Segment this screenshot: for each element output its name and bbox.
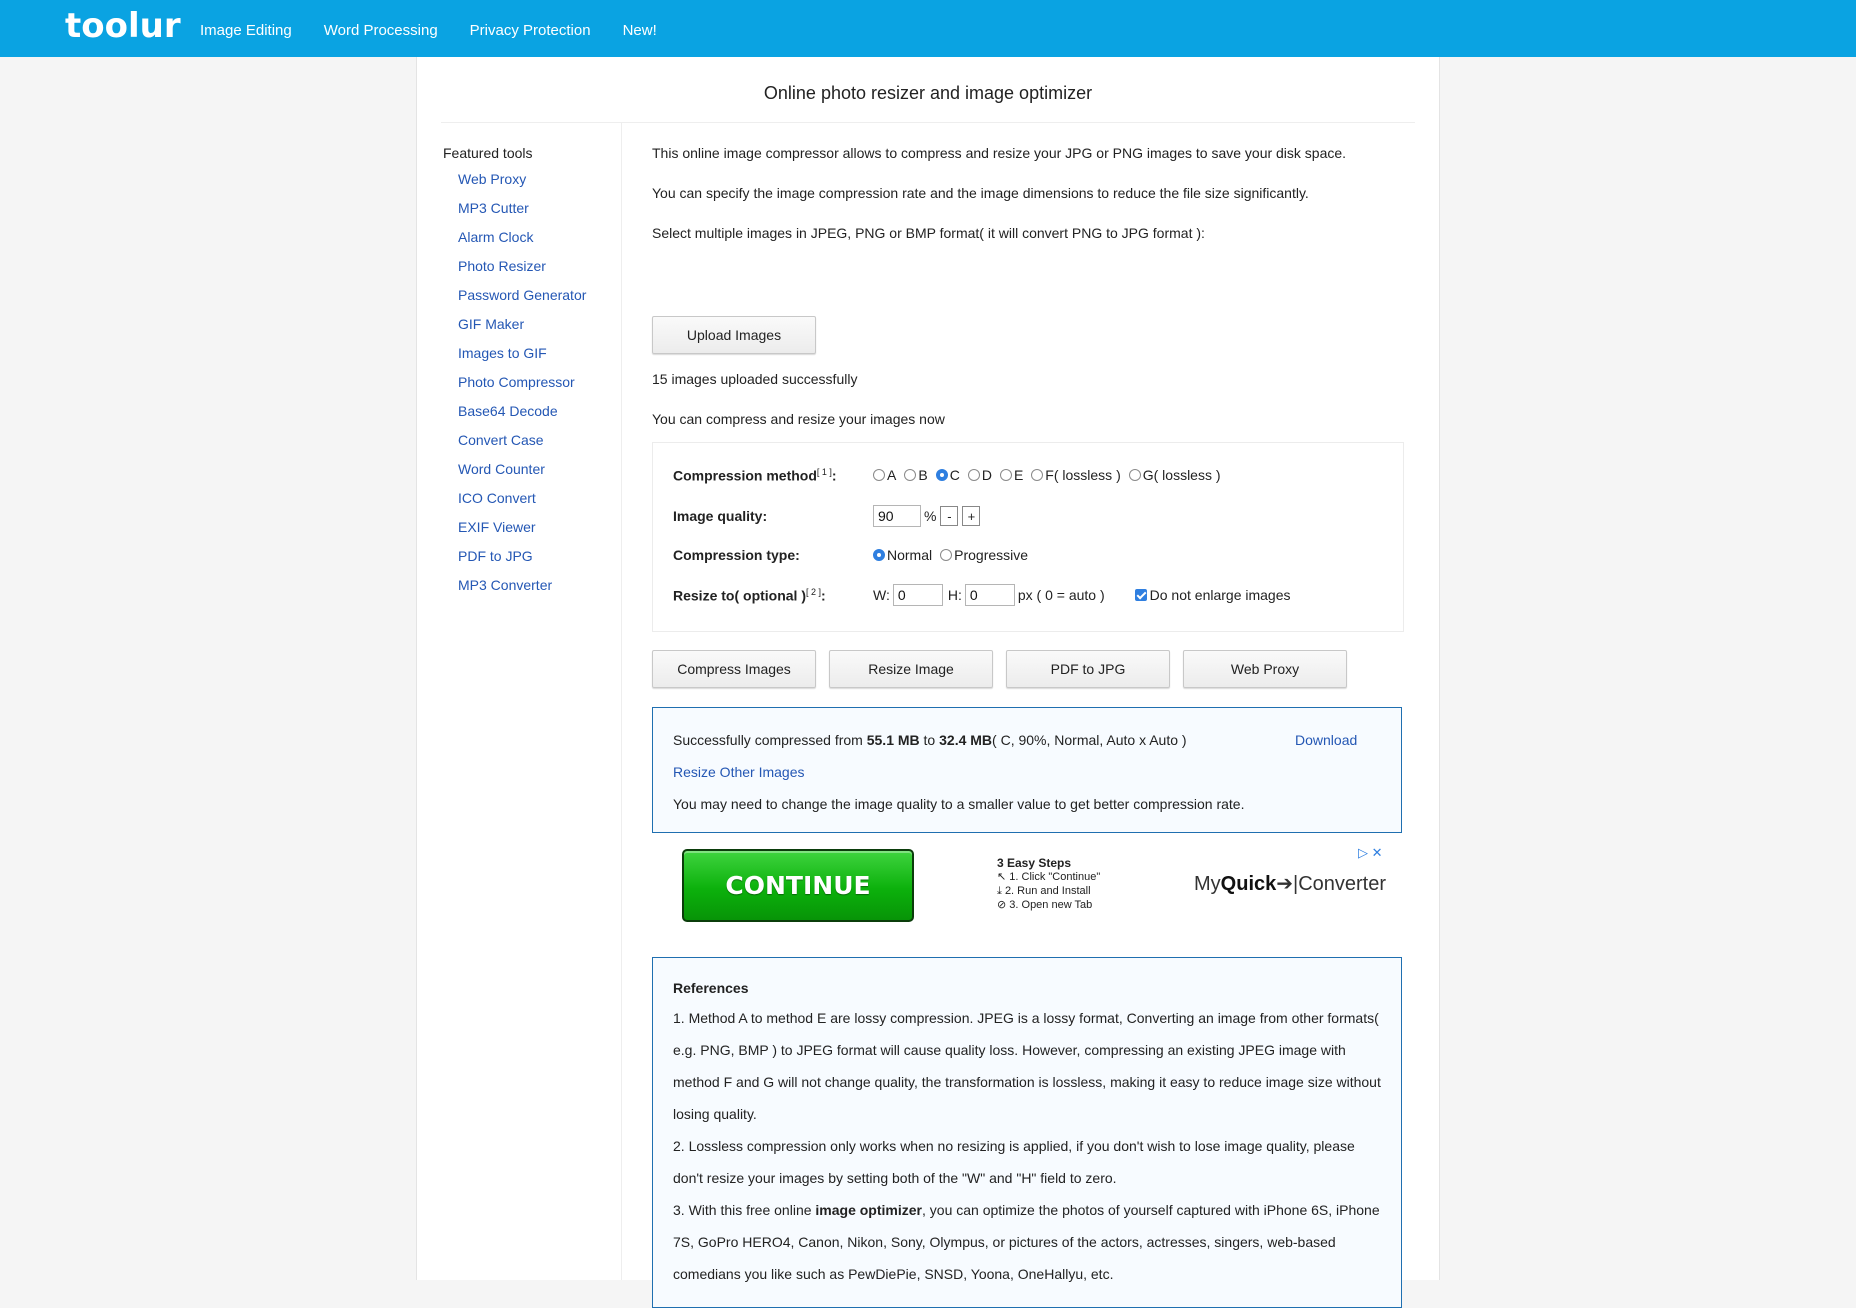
intro-text-1: This online image compressor allows to compress and resize your JPG or PNG images to save your disk space. — [652, 145, 1347, 161]
no-enlarge-label[interactable]: Do not enlarge images — [1149, 587, 1291, 603]
content-container — [416, 57, 1440, 1280]
sidebar-item-convert-case[interactable]: Convert Case — [458, 432, 544, 448]
ad-step-2: ⤓ 2. Run and Install — [997, 885, 1091, 897]
method-b-label[interactable]: B — [918, 467, 928, 484]
compression-type-label: Compression type: — [673, 547, 800, 563]
web-proxy-button[interactable]: Web Proxy — [1183, 650, 1347, 688]
type-progressive-label[interactable]: Progressive — [954, 547, 1029, 563]
ad-step-3: ⊘ 3. Open new Tab — [997, 899, 1093, 911]
to-size: 32.4 MB — [939, 732, 993, 748]
sidebar — [443, 145, 613, 606]
ad-brand-logo: MyQuick➔|Converter — [1194, 873, 1387, 895]
height-input[interactable] — [965, 584, 1015, 606]
method-f-radio[interactable] — [1031, 469, 1043, 481]
resize-label: Resize to( optional )[ 2 ]: — [673, 586, 826, 604]
width-label: W: — [873, 587, 890, 603]
references-title: References — [673, 980, 749, 996]
arrow-icon: ➔| — [1276, 873, 1299, 895]
resize-other-images-link[interactable]: Resize Other Images — [673, 764, 805, 780]
reference-3: 3. With this free online image optimizer, you can optimize the photos of yourself captured with iPhone 6S, iPhone 7S, GoPro HERO4, Canon, Nikon, Sony, Olympus, or pictures of the actors, actresses, singers, web-based comedians you like such as PewDiePie, SNSD, Yoona, OneHallyu, etc. — [673, 1202, 1380, 1282]
ad-step-1: ↖ 1. Click "Continue" — [997, 871, 1101, 883]
sidebar-item-images-to-gif[interactable]: Images to GIF — [458, 345, 547, 361]
compression-method-row — [673, 467, 1229, 484]
method-f-label[interactable]: F( lossless ) — [1045, 467, 1121, 484]
compression-method-label: Compression method[ 1 ]: — [673, 467, 837, 484]
options-panel — [652, 442, 1404, 632]
pdf-to-jpg-button[interactable]: PDF to JPG — [1006, 650, 1170, 688]
height-label: H: — [947, 587, 962, 603]
close-icon[interactable]: ✕ — [1371, 845, 1383, 860]
method-d-label[interactable]: D — [981, 467, 992, 484]
method-e-label[interactable]: E — [1013, 467, 1024, 484]
top-navbar — [0, 0, 1856, 57]
ad-steps-title: 3 Easy Steps — [997, 856, 1072, 870]
sidebar-item-pdf-to-jpg[interactable]: PDF to JPG — [458, 548, 533, 564]
method-d-radio[interactable] — [968, 469, 980, 481]
method-g-radio[interactable] — [1129, 469, 1141, 481]
title-divider — [441, 122, 1415, 123]
sidebar-item-mp3-converter[interactable]: MP3 Converter — [458, 577, 553, 593]
sidebar-item-word-counter[interactable]: Word Counter — [458, 461, 545, 477]
top-nav — [200, 0, 689, 57]
site-logo[interactable]: toolur — [65, 6, 181, 46]
cursor-icon: ↖ — [997, 871, 1007, 883]
upload-status: 15 images uploaded successfully — [652, 371, 858, 387]
image-quality-input[interactable] — [873, 505, 921, 527]
sidebar-list — [443, 171, 613, 606]
width-input[interactable] — [893, 584, 943, 606]
resize-image-button[interactable]: Resize Image — [829, 650, 993, 688]
advertisement — [652, 845, 1402, 931]
ad-steps — [997, 856, 1100, 912]
method-b-radio[interactable] — [904, 469, 916, 481]
quality-hint: You may need to change the image quality to a smaller value to get better compression rate. — [673, 796, 1245, 812]
reference-2: 2. Lossless compression only works when no resizing is applied, if you don't wish to lose image quality, please don't resize your images by setting both of the "W" and "H" field to zero. — [673, 1138, 1355, 1186]
method-c-radio[interactable] — [936, 469, 948, 481]
download-icon: ⤓ — [997, 885, 1002, 897]
sidebar-item-base64-decode[interactable]: Base64 Decode — [458, 403, 558, 419]
type-normal-radio[interactable] — [873, 549, 885, 561]
sidebar-item-photo-compressor[interactable]: Photo Compressor — [458, 374, 575, 390]
type-progressive-radio[interactable] — [940, 549, 952, 561]
nav-word-processing[interactable]: Word Processing — [323, 22, 438, 39]
quality-decrease-button[interactable]: - — [940, 506, 958, 526]
nav-privacy-protection[interactable]: Privacy Protection — [469, 22, 591, 39]
sidebar-item-exif-viewer[interactable]: EXIF Viewer — [458, 519, 536, 535]
reference-1: 1. Method A to method E are lossy compression. JPEG is a lossy format, Converting an image from other formats( e.g. PNG, BMP ) to JPEG format will cause quality loss. However, compressing an existing JPEG image with method F and G will not change quality, the transformation is lossless, making it easy to reduce image size without losing quality. — [673, 1010, 1381, 1122]
intro-text-2: You can specify the image compression rate and the image dimensions to reduce the file size significantly. — [652, 185, 1309, 201]
sidebar-divider — [621, 123, 622, 1280]
sidebar-item-photo-resizer[interactable]: Photo Resizer — [458, 258, 546, 274]
nav-new[interactable]: New! — [622, 22, 657, 39]
ad-controls — [1358, 845, 1383, 861]
sidebar-item-web-proxy[interactable]: Web Proxy — [458, 171, 527, 187]
compress-now-text: You can compress and resize your images now — [652, 411, 945, 427]
compression-type-row — [673, 547, 1036, 563]
method-g-label[interactable]: G( lossless ) — [1142, 467, 1221, 484]
method-e-radio[interactable] — [1000, 469, 1012, 481]
image-quality-label: Image quality: — [673, 508, 768, 524]
nav-image-editing[interactable]: Image Editing — [200, 22, 292, 39]
quality-unit: % — [924, 508, 937, 524]
download-link[interactable]: Download — [1295, 732, 1358, 748]
result-panel — [652, 707, 1402, 833]
sidebar-item-gif-maker[interactable]: GIF Maker — [458, 316, 525, 332]
quality-increase-button[interactable]: + — [962, 506, 980, 526]
references-body — [673, 1002, 1388, 1290]
upload-images-button[interactable]: Upload Images — [652, 316, 816, 354]
method-c-label[interactable]: C — [949, 467, 960, 484]
page-title: Online photo resizer and image optimizer — [763, 83, 1093, 103]
check-circle-icon: ⊘ — [997, 899, 1007, 911]
no-enlarge-checkbox[interactable] — [1135, 589, 1147, 601]
adchoices-icon[interactable]: ▷ — [1358, 845, 1368, 860]
type-normal-label[interactable]: Normal — [887, 547, 933, 563]
intro-text-3: Select multiple images in JPEG, PNG or BMP format( it will convert PNG to JPG format ): — [652, 225, 1205, 241]
sidebar-item-password-generator[interactable]: Password Generator — [458, 287, 587, 303]
method-a-radio[interactable] — [873, 469, 885, 481]
sidebar-heading: Featured tools — [443, 145, 533, 161]
method-a-label[interactable]: A — [887, 467, 897, 484]
references-panel — [652, 957, 1402, 1308]
image-quality-row — [673, 505, 980, 527]
from-size: 55.1 MB — [866, 732, 920, 748]
ad-continue-button[interactable]: CONTINUE — [682, 849, 914, 922]
resize-row — [673, 584, 1291, 606]
compress-images-button[interactable]: Compress Images — [652, 650, 816, 688]
sidebar-item-alarm-clock[interactable]: Alarm Clock — [458, 229, 534, 245]
result-summary: Successfully compressed from 55.1 MB to 32.4 MB( C, 90%, Normal, Auto x Auto ) — [673, 732, 1187, 748]
sidebar-item-mp3-cutter[interactable]: MP3 Cutter — [458, 200, 529, 216]
px-note: px ( 0 = auto ) — [1017, 587, 1105, 603]
sidebar-item-ico-convert[interactable]: ICO Convert — [458, 490, 536, 506]
